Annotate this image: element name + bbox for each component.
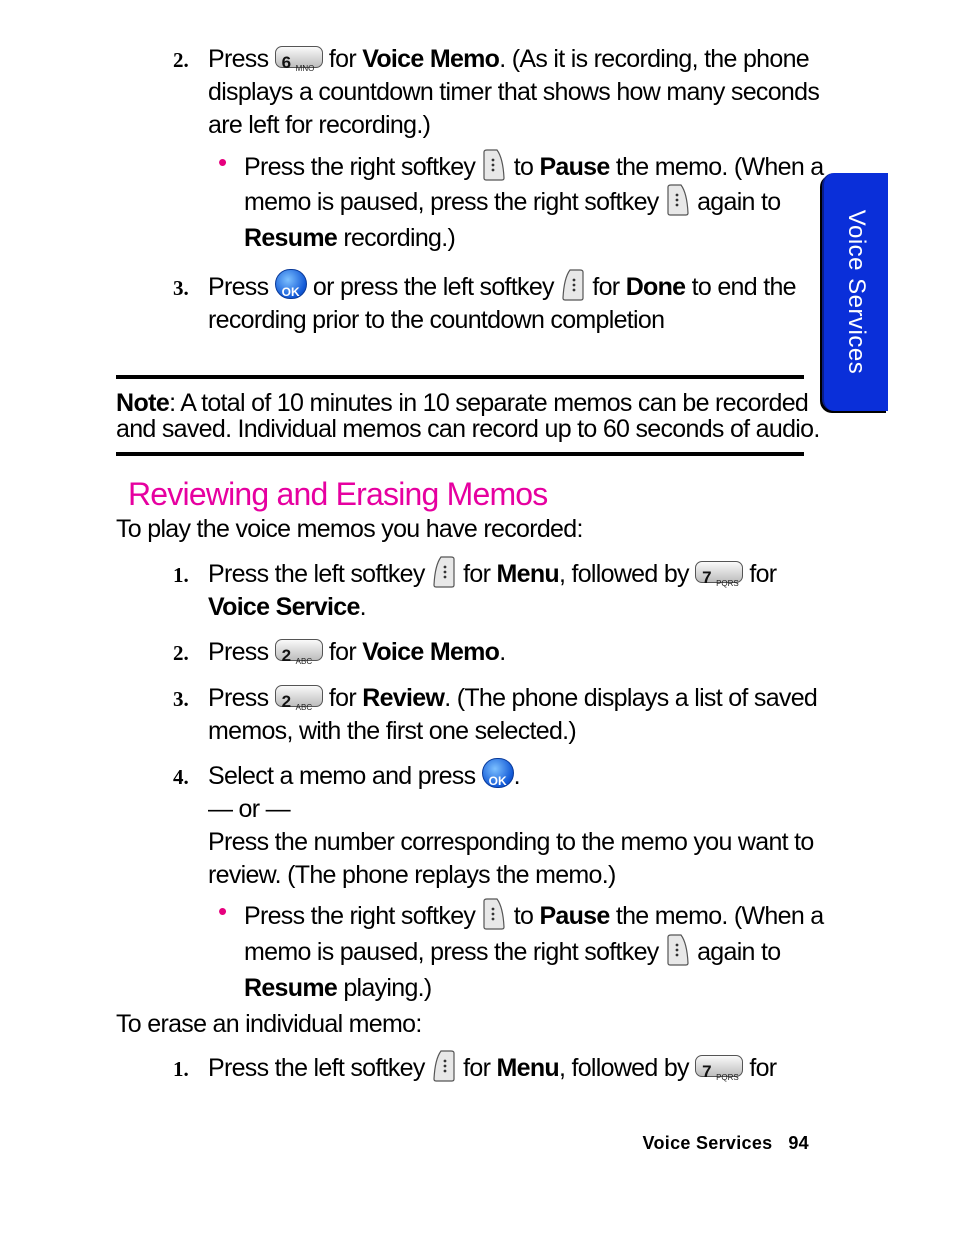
step2-line1: Press 6 MNO for Voice Memo. (As it is recording, the phone [208,45,809,74]
rev4-or: — or — [208,795,290,823]
step-number: 3. [173,276,189,300]
step3-line1: Press OK or press the left softkey for Done to end the [208,271,796,305]
bullet1-line3: Resume recording.) [244,224,456,252]
note-top-rule [116,375,804,379]
right-softkey-icon [481,148,507,182]
right-softkey-icon [665,183,691,217]
section-side-tab [822,173,888,411]
step-number: 1. [173,1057,189,1081]
note-bottom-rule [116,452,804,456]
rev2-line1: Press 2 ABC for Voice Memo. [208,638,506,667]
step-number: 3. [173,687,189,711]
left-softkey-icon [560,268,586,302]
rev1-line1: Press the left softkey for Menu, followed by 7 PQRS for [208,558,776,592]
left-softkey-icon [431,555,457,589]
step-number: 2. [173,48,189,72]
key-7-icon: 7 PQRS [695,1055,743,1077]
left-softkey-icon [431,1049,457,1083]
right-softkey-icon [665,933,691,967]
step2-line3: are left for recording.) [208,111,431,139]
ok-key-icon: OK [275,269,307,299]
right-softkey-icon [481,897,507,931]
intro-text: To play the voice memos you have recorded: [116,515,583,543]
section-heading: Reviewing and Erasing Memos [128,476,548,512]
step2-line2: displays a countdown timer that shows how many seconds [208,78,820,106]
bullet-icon: • [218,147,228,177]
bullet1-line1: Press the right softkey to Pause the memo. (When a [244,151,824,185]
bullet2-line1: Press the right softkey to Pause the memo. (When a [244,900,824,934]
note-line1: Note: A total of 10 minutes in 10 separate memos can be recorded [116,389,809,417]
side-tab-label: Voice Services [843,209,870,375]
page-number: 94 [788,1133,809,1153]
erase1-line1: Press the left softkey for Menu, followed by 7 PQRS for [208,1052,776,1086]
bullet-icon: • [218,896,228,926]
page-footer [643,1133,810,1154]
rev4-line4: review. (The phone replays the memo.) [208,861,616,889]
footer-section: Voice Services [642,1133,773,1153]
key-2-icon: 2 ABC [275,685,323,707]
rev4-line1: Select a memo and press OK . [208,760,520,793]
erase-intro: To erase an individual memo: [116,1010,422,1038]
rev3-line1: Press 2 ABC for Review. (The phone displays a list of saved [208,684,818,713]
bullet1-line2: memo is paused, press the right softkey again to [244,186,780,220]
note-line2: and saved. Individual memos can record up to 60 seconds of audio. [116,415,820,443]
rev3-line2: memos, with the first one selected.) [208,717,577,745]
step-number: 1. [173,563,189,587]
step-number: 4. [173,765,189,789]
rev1-line2: Voice Service. [208,593,366,621]
step3-line2: recording prior to the countdown completion [208,306,665,334]
key-6-icon: 6 MNO [275,46,323,68]
bullet2-line3: Resume playing.) [244,974,432,1002]
bullet2-line2: memo is paused, press the right softkey again to [244,936,780,970]
step-number: 2. [173,641,189,665]
key-7-icon: 7 PQRS [695,561,743,583]
key-2-icon: 2 ABC [275,639,323,661]
ok-key-icon: OK [482,758,514,788]
rev4-line3: Press the number corresponding to the memo you want to [208,828,814,856]
